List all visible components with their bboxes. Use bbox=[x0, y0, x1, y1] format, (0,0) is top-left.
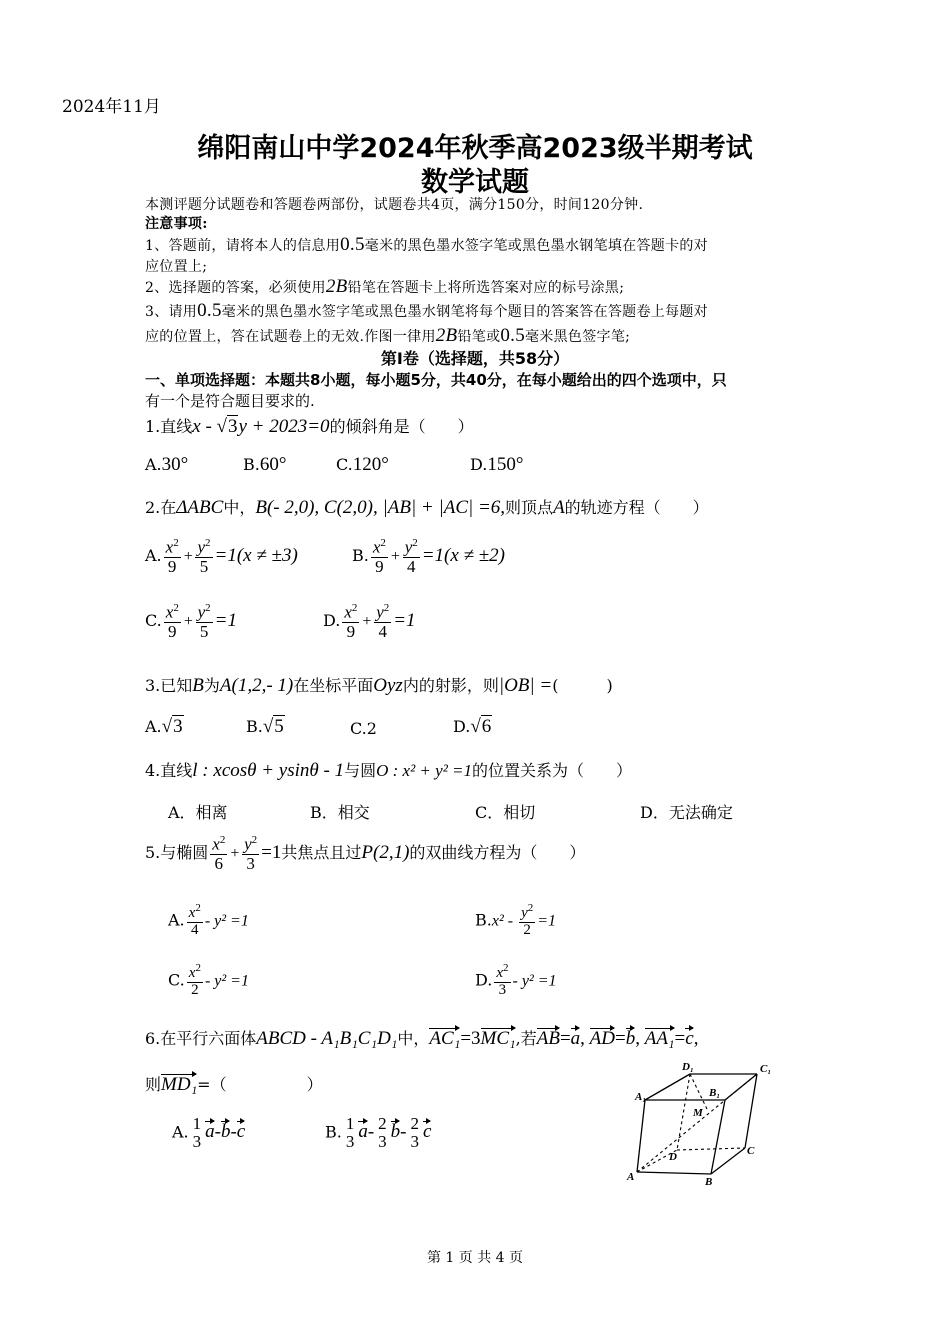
notice-3-e: 毫米黑色签字笔; bbox=[525, 329, 631, 345]
q6-a-minus2: - bbox=[230, 1121, 237, 1143]
edge-a-b bbox=[637, 1172, 711, 1174]
question-1 bbox=[145, 414, 474, 438]
q6-b-num1: 1 bbox=[345, 1114, 355, 1133]
q1-a-label: A. bbox=[145, 455, 162, 474]
q5-c-frac: $\frac{x^2}{2}$ bbox=[188, 962, 201, 998]
q5-option-a[interactable] bbox=[168, 903, 249, 939]
q5-suffix: 的双曲线方程为（ ） bbox=[409, 843, 586, 863]
exam-subtitle: 数学试题 bbox=[421, 167, 529, 198]
notice-3-value: 0.5 bbox=[197, 300, 222, 321]
q5-b-den: 2 bbox=[519, 922, 535, 939]
label-m: M bbox=[693, 1107, 703, 1119]
q5-option-d[interactable] bbox=[475, 963, 557, 999]
q5-den2: 3 bbox=[242, 854, 259, 873]
q3-prefix: 3.已知 bbox=[145, 676, 193, 695]
q5-option-b[interactable] bbox=[475, 903, 556, 939]
q3-suffix: ( ) bbox=[552, 676, 613, 695]
label-c1: C₁ bbox=[760, 1063, 772, 1075]
q6-vec-a: a bbox=[570, 1028, 581, 1049]
q5-d-den: 3 bbox=[494, 982, 510, 999]
q3-mid2: 在坐标平面 bbox=[293, 676, 374, 695]
notice-1-value: 0.5 bbox=[340, 234, 365, 255]
q6-a-minus1: - bbox=[214, 1121, 221, 1143]
q6-a-den: 3 bbox=[192, 1131, 202, 1151]
edge-a1-d1 bbox=[645, 1074, 690, 1100]
label-b1: B₁ bbox=[709, 1087, 721, 1099]
q6-vec-b: b bbox=[625, 1028, 636, 1049]
q1-a-val: 30° bbox=[161, 454, 189, 475]
q1-prefix: 1.直线 bbox=[145, 417, 193, 436]
q1-b-val: 60° bbox=[259, 454, 287, 475]
q4-suffix: 的位置关系为（ ） bbox=[472, 761, 633, 780]
question-5: 5.与椭圆 $\frac{x^2}{6}$ + $\frac{y^2}{3}$ =1共焦点且过P(2,1)的双曲线方程为（ ） bbox=[145, 834, 586, 873]
q4-mid: 与圆 bbox=[344, 761, 377, 780]
edge-b1-b bbox=[711, 1100, 725, 1174]
q2-a-frac1: $\frac{x^2}{9}$ bbox=[165, 537, 179, 576]
q1-suffix: 的倾斜角是（ ） bbox=[329, 417, 474, 436]
q3-mid3: 内的射影，则 bbox=[402, 676, 499, 695]
q2-c-den1: 9 bbox=[164, 622, 181, 641]
q2-c-label: C. bbox=[145, 611, 162, 631]
notice-1 bbox=[145, 234, 708, 256]
q2-b-den2: 4 bbox=[403, 557, 420, 576]
q2-suffix-b: 的轨迹方程（ ） bbox=[564, 498, 709, 517]
q5-b-head: x² - bbox=[491, 912, 518, 930]
q5-point: P(2,1) bbox=[361, 842, 410, 864]
q2-a-label: A. bbox=[145, 546, 162, 566]
edge-d1-d bbox=[677, 1074, 690, 1150]
q3-option-d[interactable] bbox=[453, 716, 492, 738]
q5-prefix: 5.与椭圆 bbox=[145, 843, 209, 863]
notice-2-b: 铅笔在答题卡上将所选答案对应的标号涂黑; bbox=[347, 280, 625, 296]
q6-blank: =（ ） bbox=[197, 1075, 323, 1094]
q2-c-den2: 5 bbox=[196, 622, 213, 641]
q1-b-label: B. bbox=[243, 455, 260, 474]
q1-c-label: C. bbox=[336, 455, 353, 474]
question-3 bbox=[145, 673, 613, 697]
q5-a-tail: - y² =1 bbox=[204, 912, 249, 930]
q2-b-frac2: $\frac{y^2}{4}$ bbox=[404, 537, 418, 576]
q4-option-d[interactable]: D．无法确定 bbox=[640, 803, 733, 822]
notice-3-cont bbox=[145, 325, 630, 347]
q5-d-label: D. bbox=[475, 970, 493, 990]
edge-c1-c bbox=[745, 1074, 757, 1148]
page-footer: 第 1 页 共 4 页 bbox=[426, 1250, 524, 1266]
q5-a-label: A. bbox=[168, 910, 185, 930]
notice-1-cont: 应位置上; bbox=[145, 259, 208, 275]
q3-option-c[interactable]: C.2 bbox=[350, 719, 377, 738]
q1-c-val: 120° bbox=[352, 454, 389, 475]
q6-option-b[interactable] bbox=[325, 1115, 431, 1151]
notice-1-b: 毫米的黑色墨水签字笔或黑色墨水钢笔填在答题卡的对 bbox=[364, 238, 708, 254]
question-6: 6.在平行六面体ABCD - A₁B₁C₁D₁中，AC₁=3MC₁,若AB=a, AD=b, AA₁=c, bbox=[145, 1028, 699, 1049]
notice-3-half: 0.5 bbox=[500, 325, 526, 346]
q6-a-vec-b: b bbox=[220, 1121, 231, 1143]
q2-d-frac1: $\frac{x^2}{9}$ bbox=[344, 602, 358, 641]
q2-d-tail: =1 bbox=[393, 610, 416, 632]
q6-a-vec-a: a bbox=[205, 1121, 215, 1143]
q6-b-den2: 3 bbox=[378, 1131, 387, 1151]
notice-2-value: 2B bbox=[325, 276, 348, 297]
notice-2-a: 2、选择题的答案，必须使用 bbox=[145, 280, 326, 296]
q3-mid1: 为 bbox=[203, 676, 220, 695]
q6-b-frac3 bbox=[409, 1115, 422, 1151]
q2-b-tail: =1(x ≠ ±2) bbox=[421, 545, 505, 567]
q1-option-a[interactable] bbox=[145, 454, 188, 476]
q6-vec-mc1: MC₁ bbox=[480, 1028, 516, 1049]
q6-b-label: B. bbox=[325, 1122, 342, 1142]
q6-a-label: A. bbox=[172, 1122, 189, 1142]
notice-heading: 注意事项: bbox=[145, 216, 208, 232]
q6-prefix: 6.在平行六面体 bbox=[145, 1029, 257, 1048]
q3-b-label: B. bbox=[246, 717, 263, 736]
q2-option-c[interactable]: C. $\frac{x^2}{9}$ + $\frac{y^2}{5}$ =1 bbox=[145, 602, 237, 641]
q2-a-frac2: $\frac{y^2}{5}$ bbox=[197, 537, 211, 576]
q3-option-b[interactable] bbox=[246, 716, 285, 738]
q2-option-b[interactable]: B. $\frac{x^2}{9}$ + $\frac{y^2}{4}$ =1(x ≠ ±2) bbox=[352, 537, 505, 576]
q6-mid2: ,若 bbox=[515, 1029, 537, 1048]
q2-point: A bbox=[553, 497, 565, 518]
q2-d-den1: 9 bbox=[342, 622, 359, 641]
q2-d-frac2: $\frac{y^2}{4}$ bbox=[376, 602, 390, 641]
q6-b-den1: 3 bbox=[345, 1131, 355, 1151]
q1-option-c[interactable] bbox=[336, 454, 389, 476]
q6-vec-ad: AD bbox=[589, 1028, 615, 1049]
q6-b-vec-b: b bbox=[390, 1121, 401, 1143]
q5-d-frac: $\frac{x^2}{3}$ bbox=[496, 962, 509, 998]
q6-a-frac bbox=[191, 1115, 204, 1151]
q6-a-vec-c: c bbox=[236, 1121, 246, 1143]
q2-a-den2: 5 bbox=[195, 557, 212, 576]
q3-ob: |OB| = bbox=[498, 675, 553, 696]
label-d: D bbox=[669, 1151, 677, 1163]
label-d1: D₁ bbox=[682, 1061, 694, 1073]
section-title: 第Ⅰ卷（选择题，共58分） bbox=[380, 349, 570, 368]
q2-b-frac1: $\frac{x^2}{9}$ bbox=[372, 537, 386, 576]
q5-b-tail: =1 bbox=[537, 912, 557, 930]
part1-desc-a: 一、单项选择题：本题共8小题，每小题5分，共40分，在每小题给出的四个选项中，只 bbox=[145, 371, 727, 389]
q2-d-den2: 4 bbox=[374, 622, 391, 641]
label-c: C bbox=[747, 1145, 755, 1157]
part1-desc-cont: 有一个是符合题目要求的. bbox=[145, 392, 315, 410]
q2-condition: B(- 2,0), C(2,0), |AB| + |AC| =6, bbox=[255, 497, 506, 518]
q6-b-vec-a: a bbox=[358, 1121, 368, 1143]
notice-3-d: 铅笔或 bbox=[457, 329, 501, 345]
question-4 bbox=[145, 758, 632, 782]
seg-d1-m bbox=[690, 1074, 707, 1109]
q6-vec-md1: MD₁ bbox=[161, 1074, 198, 1095]
q4-prefix: 4.直线 bbox=[145, 761, 193, 780]
q4-option-a[interactable]: A．相离 bbox=[168, 803, 228, 822]
q6-b-minus2: - bbox=[400, 1121, 407, 1143]
q3-d-sqrt: √6 bbox=[470, 716, 492, 737]
q6-option-a[interactable] bbox=[172, 1115, 245, 1151]
q2-d-label: D. bbox=[323, 611, 341, 631]
q5-den1: 6 bbox=[210, 854, 227, 873]
q6-vec-aa1: AA₁ bbox=[644, 1028, 675, 1049]
q2-a-den1: 9 bbox=[164, 557, 181, 576]
q5-d-tail: - y² =1 bbox=[512, 972, 557, 990]
q2-a-tail: =1(x ≠ ±3) bbox=[214, 545, 298, 567]
q2-prefix: 2.在 bbox=[145, 498, 177, 517]
q3-option-a[interactable] bbox=[145, 716, 184, 738]
q3-b: B bbox=[192, 675, 204, 696]
q5-c-tail: - y² =1 bbox=[204, 972, 249, 990]
q6-vec-c: c bbox=[685, 1028, 694, 1049]
q2-c-frac1: $\frac{x^2}{9}$ bbox=[165, 602, 179, 641]
q6-a-num: 1 bbox=[192, 1114, 202, 1133]
q5-a-den: 4 bbox=[187, 922, 203, 939]
q2-option-d[interactable]: D. $\frac{x^2}{9}$ + $\frac{y^2}{4}$ =1 bbox=[323, 602, 416, 641]
q4-option-c[interactable]: C．相切 bbox=[475, 803, 536, 822]
edge-b-c bbox=[711, 1148, 745, 1174]
q6-then: 则 bbox=[145, 1075, 162, 1094]
label-a: A bbox=[627, 1171, 635, 1183]
question-2 bbox=[145, 495, 709, 519]
part1-desc bbox=[145, 369, 727, 390]
q6-vec-ac1: AC₁ bbox=[429, 1028, 461, 1049]
q6-b-minus1: - bbox=[367, 1121, 375, 1143]
q6-vec-ab: AB bbox=[536, 1028, 560, 1049]
q6-solid: ABCD - A₁B₁C₁D₁ bbox=[256, 1028, 398, 1049]
q1-sqrt-arg: 3 bbox=[227, 416, 238, 437]
q5-b-frac: $\frac{y^2}{2}$ bbox=[521, 902, 534, 938]
q2-triangle: ΔABC bbox=[176, 497, 224, 518]
q2-mid: 中， bbox=[223, 498, 256, 517]
q5-a-frac: $\frac{x^2}{4}$ bbox=[188, 902, 201, 938]
q6-mid: 中， bbox=[397, 1029, 430, 1048]
q5-c-label: C. bbox=[168, 970, 185, 990]
q1-sqrt: √3 bbox=[216, 416, 238, 437]
q5-eq-tail: =1 bbox=[261, 842, 282, 864]
q3-a-rad: 3 bbox=[173, 716, 183, 737]
notice-3-b: 毫米的黑色墨水签字笔或黑色墨水钢笔将每个题目的答案答在答题卷上每题对 bbox=[221, 304, 708, 320]
q2-c-tail: =1 bbox=[214, 610, 237, 632]
notice-3-c: 应的位置上，答在试题卷上的无效.作图一律用 bbox=[145, 329, 436, 345]
q6-b-frac2 bbox=[376, 1115, 389, 1151]
notice-1-a: 1、答题前，请将本人的信息用 bbox=[145, 238, 341, 254]
q5-frac1: $\frac{x^2}{6}$ bbox=[212, 834, 226, 873]
label-a1: A₁ bbox=[635, 1091, 647, 1103]
q4-line: l : xcosθ + ysinθ - 1 bbox=[192, 760, 345, 781]
intro-text: 本测评题分试题卷和答题卷两部份，试题卷共4页，满分150分，时间120分钟. bbox=[145, 197, 644, 213]
edge-d-c bbox=[677, 1148, 745, 1150]
q5-c-den: 2 bbox=[187, 982, 203, 999]
q6-b-den3: 3 bbox=[410, 1131, 419, 1151]
q2-c-frac2: $\frac{y^2}{5}$ bbox=[197, 602, 211, 641]
edge-a1-a bbox=[637, 1100, 645, 1172]
q3-d-rad: 6 bbox=[481, 716, 492, 737]
q6-b-num2: 2 bbox=[378, 1114, 387, 1133]
q3-a-sqrt: √3 bbox=[161, 716, 183, 737]
exam-date: 2024年11月 bbox=[62, 97, 161, 117]
q2-b-den1: 9 bbox=[371, 557, 388, 576]
parallelepiped-figure bbox=[615, 1058, 785, 1188]
notice-3-pencil: 2B bbox=[435, 325, 458, 346]
q1-d-label: D. bbox=[470, 455, 488, 474]
q1-option-b[interactable] bbox=[243, 454, 286, 476]
q5-mid: 共焦点且过 bbox=[281, 843, 362, 863]
q1-d-val: 150° bbox=[487, 454, 524, 475]
q5-frac2: $\frac{y^2}{3}$ bbox=[244, 834, 258, 873]
q3-d-label: D. bbox=[453, 717, 471, 736]
q6-question-line bbox=[145, 1072, 323, 1096]
notice-2 bbox=[145, 276, 624, 298]
exam-title: 绵阳南山中学2024年秋季高2023级半期考试 bbox=[197, 133, 753, 164]
notice-3 bbox=[145, 300, 708, 322]
q3-plane: Oyz bbox=[373, 675, 403, 696]
q2-b-label: B. bbox=[352, 546, 369, 566]
q2-suffix-a: 则顶点 bbox=[505, 498, 554, 517]
q6-b-vec-c: c bbox=[423, 1121, 432, 1143]
notice-3-a: 3、请用 bbox=[145, 304, 198, 320]
q4-circle: O : x² + y² =1 bbox=[376, 761, 473, 780]
q2-option-a[interactable]: A. $\frac{x^2}{9}$ + $\frac{y^2}{5}$ =1(x ≠ ±3) bbox=[145, 537, 298, 576]
q1-eq-a: x - bbox=[192, 416, 217, 437]
q1-option-d[interactable] bbox=[470, 454, 523, 476]
q6-eq3: =3 bbox=[460, 1028, 481, 1049]
q6-b-frac1 bbox=[344, 1115, 357, 1151]
q3-b-rad: 5 bbox=[274, 716, 284, 737]
q1-eq-b: y + 2023=0 bbox=[238, 416, 330, 437]
q5-option-c[interactable] bbox=[168, 963, 249, 999]
q4-option-b[interactable]: B．相交 bbox=[310, 803, 370, 822]
q3-a-label: A. bbox=[145, 717, 162, 736]
label-b: B bbox=[705, 1176, 713, 1188]
q3-b-sqrt: √5 bbox=[262, 716, 284, 737]
q6-b-num3: 2 bbox=[410, 1114, 419, 1133]
q5-b-label: B. bbox=[475, 910, 492, 930]
q3-point: A(1,2,- 1) bbox=[219, 675, 294, 696]
